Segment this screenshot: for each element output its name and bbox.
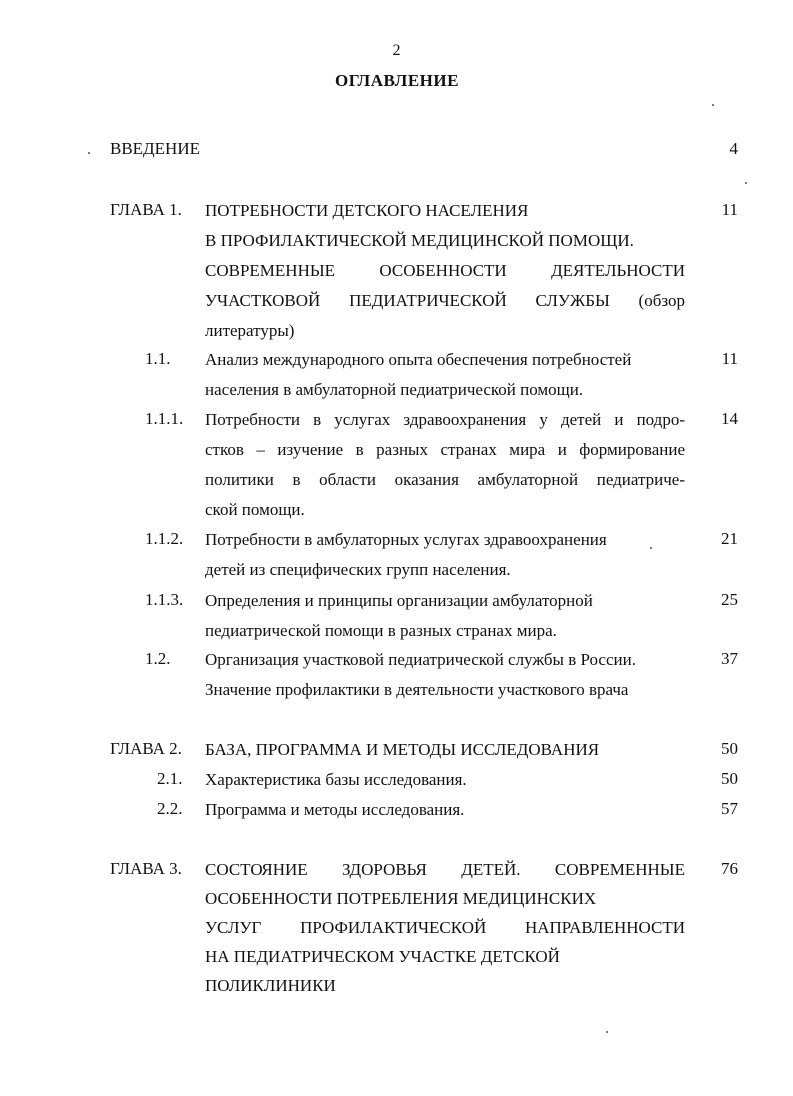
toc-page-number: 11 <box>721 349 738 368</box>
toc-page-number: 11 <box>721 200 738 219</box>
toc-page-number: 4 <box>729 139 738 158</box>
toc-section-label: 1.1.1. <box>145 409 184 428</box>
scan-speck <box>606 1031 608 1033</box>
toc-section-label: 1.1.2. <box>145 529 184 548</box>
toc-section-label: 2.1. <box>157 769 183 788</box>
toc-section-label: 1.1.3. <box>145 590 184 609</box>
toc-page-number: 50 <box>721 739 738 758</box>
scan-speck <box>712 104 714 106</box>
toc-entry-text: Характеристика базы исследования. <box>205 770 467 789</box>
toc-page-number: 57 <box>721 799 738 818</box>
scan-speck <box>745 182 747 184</box>
toc-entry-text: ВВЕДЕНИЕ <box>110 139 200 158</box>
toc-page-number: 37 <box>721 649 738 668</box>
toc-entry-text: Программа и методы исследования. <box>205 800 465 819</box>
toc-page-number: 25 <box>721 590 738 609</box>
toc-entry-text: Потребности в амбулаторных услугах здравоохранения детей из специфических групп населения. <box>205 530 607 579</box>
toc-entry-text: БАЗА, ПРОГРАММА И МЕТОДЫ ИССЛЕДОВАНИЯ <box>205 740 600 759</box>
toc-chapter-label: ГЛАВА 1. <box>110 200 182 219</box>
scan-speck <box>88 152 90 154</box>
page-title: ОГЛАВЛЕНИЕ <box>335 71 459 90</box>
toc-entry-text: Определения и принципы организации амбулаторной педиатрической помощи в разных странах мира. <box>205 591 593 640</box>
toc-chapter-label: ГЛАВА 2. <box>110 739 182 758</box>
toc-entry-text: Анализ международного опыта обеспечения потребностей населения в амбулаторной педиатрической помощи. <box>205 350 632 399</box>
toc-section-label: 2.2. <box>157 799 183 818</box>
toc-page-number: 21 <box>721 529 738 548</box>
page-number: 2 <box>392 42 401 59</box>
scan-speck <box>650 547 652 549</box>
toc-entry-text: Организация участковой педиатрической службы в России. Значение профилактики в деятельности участкового врача <box>205 650 636 699</box>
toc-page-number: 76 <box>721 859 738 878</box>
toc-page-number: 14 <box>721 409 738 428</box>
toc-section-label: 1.1. <box>145 349 171 368</box>
toc-section-label: 1.2. <box>145 649 171 668</box>
toc-page-number: 50 <box>721 769 738 788</box>
toc-entry-text: Потребности в услугах здравоохранения у детей и подро- стков – изучение в разных странах мира и формирование политики в области оказания амбулаторной педиатриче- ской помощи. <box>205 410 685 519</box>
toc-chapter-label: ГЛАВА 3. <box>110 859 182 878</box>
toc-entry-text: СОСТОЯНИЕ ЗДОРОВЬЯ ДЕТЕЙ. СОВРЕМЕННЫЕ ОСОБЕННОСТИ ПОТРЕБЛЕНИЯ МЕДИЦИНСКИХ УСЛУГ ПРОФИЛАКТИЧЕСКОЙ НАПРАВЛЕННОСТИ НА ПЕДИАТРИЧЕСКОМ УЧАСТКЕ ДЕТСКОЙ ПОЛИКЛИНИКИ <box>205 860 685 995</box>
toc-entry-text: ПОТРЕБНОСТИ ДЕТСКОГО НАСЕЛЕНИЯ В ПРОФИЛАКТИЧЕСКОЙ МЕДИЦИНСКОЙ ПОМОЩИ. СОВРЕМЕННЫЕ ОСОБЕННОСТИ ДЕЯТЕЛЬНОСТИ УЧАСТКОВОЙ ПЕДИАТРИЧЕСКОЙ СЛУЖБЫ (обзор литературы) <box>205 201 685 340</box>
